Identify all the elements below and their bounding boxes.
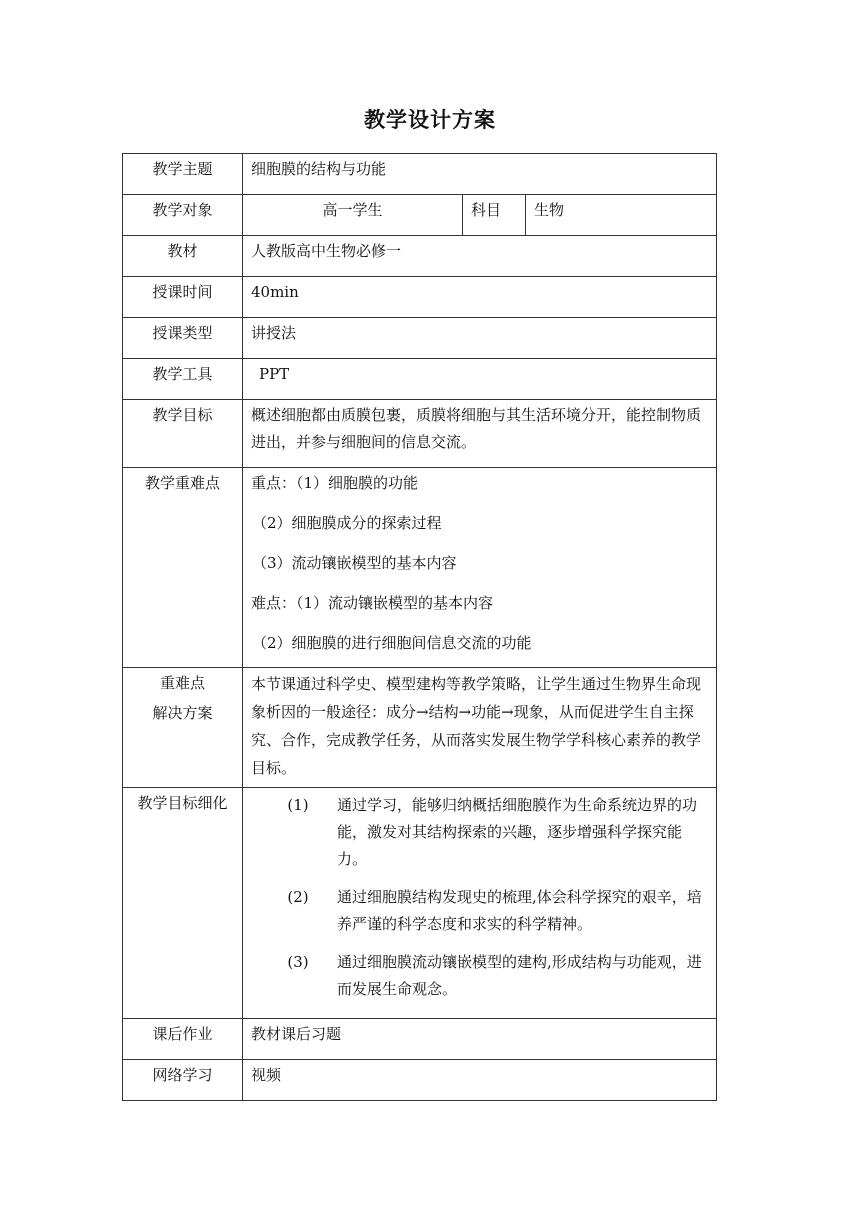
row-audience <box>123 195 717 236</box>
homework-value: 教材课后习题 <box>243 1019 717 1060</box>
audience-label: 教学对象 <box>123 195 243 236</box>
goals-label: 教学目标 <box>123 400 243 468</box>
audience-value: 高一学生 <box>243 195 463 236</box>
solution-value: 本节课通过科学史、模型建构等教学策略，让学生通过生物界生命现象析因的一般途径：成分→结构→功能→现象，从而促进学生自主探究、合作，完成教学任务，从而落实发展生物学学科核心素养的教学目标。 <box>243 668 717 788</box>
goal-item-number: (3) <box>287 953 309 971</box>
subject-value: 生物 <box>526 195 717 236</box>
goal-item <box>251 792 708 873</box>
homework-label: 课后作业 <box>123 1019 243 1060</box>
row-duration <box>123 277 717 318</box>
key-points-label: 教学重难点 <box>123 468 243 668</box>
detailed-goals-value <box>243 788 717 1019</box>
detailed-goals-label: 教学目标细化 <box>123 788 243 1019</box>
method-label: 授课类型 <box>123 318 243 359</box>
row-online <box>123 1060 717 1101</box>
textbook-label: 教材 <box>123 236 243 277</box>
solution-label-line1: 重难点 <box>159 674 205 692</box>
row-textbook <box>123 236 717 277</box>
goal-item <box>251 949 708 1003</box>
duration-value: 40min <box>243 277 717 318</box>
goal-item-text: 通过细胞膜结构发现史的梳理,体会科学探究的艰辛，培养严谨的科学态度和求实的科学精神。 <box>337 888 702 933</box>
solution-label-line2: 解决方案 <box>152 704 213 722</box>
key-point-line: 重点：（1）细胞膜的功能 <box>251 474 419 492</box>
row-goals <box>123 400 717 468</box>
row-key-points <box>123 468 717 668</box>
topic-value: 细胞膜的结构与功能 <box>243 154 717 195</box>
tools-label: 教学工具 <box>123 359 243 400</box>
online-value: 视频 <box>243 1060 717 1101</box>
key-point-line: 难点：（1）流动镶嵌模型的基本内容 <box>251 594 494 612</box>
textbook-value: 人教版高中生物必修一 <box>243 236 717 277</box>
lesson-plan-table <box>122 153 717 1101</box>
key-points-value <box>243 468 717 668</box>
key-point-line: （3）流动镶嵌模型的基本内容 <box>252 554 457 572</box>
duration-label: 授课时间 <box>123 277 243 318</box>
goal-item-number: (2) <box>287 888 309 906</box>
goal-item-text: 通过学习，能够归纳概括细胞膜作为生命系统边界的功能，激发对其结构探索的兴趣，逐步增强科学探究能力。 <box>337 796 698 868</box>
row-solution <box>123 668 717 788</box>
row-topic <box>123 154 717 195</box>
topic-label: 教学主题 <box>123 154 243 195</box>
row-homework <box>123 1019 717 1060</box>
row-method <box>123 318 717 359</box>
document-title: 教学设计方案 <box>364 108 496 132</box>
method-value: 讲授法 <box>243 318 717 359</box>
subject-label: 科目 <box>463 195 526 236</box>
row-tools <box>123 359 717 400</box>
tools-value: PPT <box>243 359 717 400</box>
key-point-line: （2）细胞膜的进行细胞间信息交流的功能 <box>252 634 532 652</box>
goal-item-number: (1) <box>287 796 309 814</box>
goals-value: 概述细胞都由质膜包裹，质膜将细胞与其生活环境分开，能控制物质进出，并参与细胞间的信息交流。 <box>243 400 717 468</box>
goal-item <box>251 884 708 938</box>
goal-item-text: 通过细胞膜流动镶嵌模型的建构,形成结构与功能观，进而发展生命观念。 <box>337 953 702 998</box>
key-point-line: （2）细胞膜成分的探索过程 <box>252 514 442 532</box>
online-label: 网络学习 <box>123 1060 243 1101</box>
solution-label <box>123 668 243 788</box>
row-detailed-goals <box>123 788 717 1019</box>
